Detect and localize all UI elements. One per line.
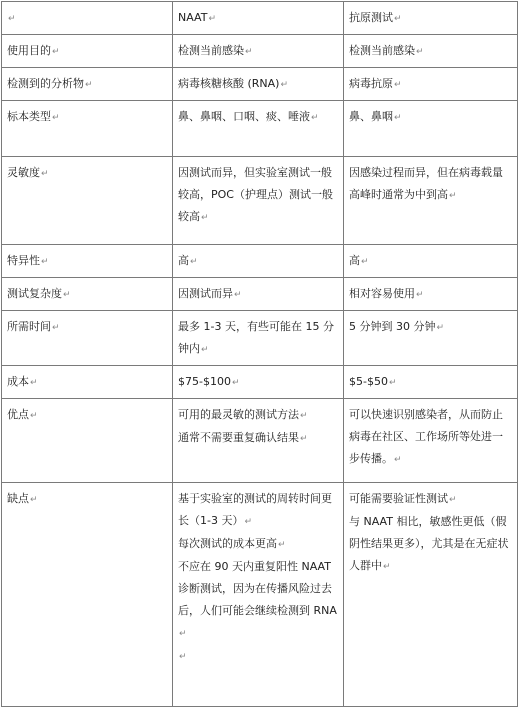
cell-text: 高 <box>178 254 189 267</box>
cell-text: 病毒核糖核酸 (RNA) <box>178 77 280 90</box>
paragraph-mark-icon: ↵ <box>245 47 253 57</box>
paragraph-mark-icon: ↵ <box>30 378 38 388</box>
cell-text: 通常不需要重复确认结果 <box>178 431 299 444</box>
cell-text: 鼻、鼻咽、口咽、痰、唾液 <box>178 110 310 123</box>
paragraph-mark-icon: ↵ <box>201 213 209 223</box>
row-label-cell <box>2 399 173 483</box>
row-label-cell <box>2 157 173 245</box>
naat-cell <box>173 245 344 278</box>
paragraph-mark-icon: ↵ <box>280 80 289 90</box>
cell-paragraph <box>178 404 339 427</box>
paragraph-mark-icon: ↵ <box>179 652 187 662</box>
paragraph-mark-icon: ↵ <box>244 517 253 527</box>
cell-text: 最多 1-3 天，有些可能在 15 分钟内 <box>178 320 334 355</box>
paragraph-mark-icon: ↵ <box>361 257 369 267</box>
table-row <box>2 483 518 707</box>
antigen-cell <box>344 366 518 399</box>
paragraph-mark-icon: ↵ <box>394 14 402 24</box>
cell-paragraph <box>349 511 513 578</box>
row-label: 成本 <box>7 375 29 388</box>
row-label-cell <box>2 68 173 101</box>
cell-text: 5 分钟到 30 分钟 <box>349 320 436 333</box>
cell-text: 高 <box>349 254 360 267</box>
cell-text: 检测当前感染 <box>349 44 415 57</box>
cell-text: 不应在 90 天内重复阳性 NAAT 诊断测试，因为在传播风险过去后，人们可能会继续检测到 RNA <box>178 560 337 617</box>
naat-cell <box>173 366 344 399</box>
row-label: 标本类型 <box>7 110 51 123</box>
antigen-cell <box>344 68 518 101</box>
cell-text: 相对容易使用 <box>349 287 415 300</box>
paragraph-mark-icon: ↵ <box>436 323 445 333</box>
row-label: 灵敏度 <box>7 166 40 179</box>
cell-paragraph <box>178 73 339 96</box>
paragraph-mark-icon: ↵ <box>85 80 93 90</box>
cell-paragraph <box>178 40 339 63</box>
paragraph-mark-icon: ↵ <box>416 47 424 57</box>
paragraph-mark-icon: ↵ <box>30 411 38 421</box>
comparison-table <box>1 1 518 707</box>
cell-paragraph <box>178 162 339 229</box>
cell-text: 鼻、鼻咽 <box>349 110 393 123</box>
cell-text: 检测当前感染 <box>178 44 244 57</box>
row-label-cell <box>2 483 173 707</box>
paragraph-mark-icon: ↵ <box>300 434 308 444</box>
cell-text: 可以快速识别感染者，从而防止病毒在社区、工作场所等处进一步传播。 <box>349 408 503 465</box>
header-cell-naat <box>173 2 344 35</box>
antigen-cell <box>344 35 518 68</box>
cell-paragraph <box>178 533 339 556</box>
antigen-cell <box>344 399 518 483</box>
cell-text: $5-$50 <box>349 375 388 388</box>
row-label-cell <box>2 245 173 278</box>
table-row <box>2 35 518 68</box>
cell-text: 因测试而异 <box>178 287 233 300</box>
row-label-cell <box>2 311 173 366</box>
antigen-cell <box>344 245 518 278</box>
paragraph-mark-icon: ↵ <box>394 113 402 123</box>
paragraph-mark-icon: ↵ <box>234 290 242 300</box>
row-label-cell <box>2 278 173 311</box>
cell-paragraph <box>178 106 339 129</box>
table-row <box>2 366 518 399</box>
cell-paragraph <box>349 106 513 129</box>
table-row <box>2 311 518 366</box>
cell-text: 与 NAAT 相比，敏感性更低（假阴性结果更多），尤其是在无症状人群中 <box>349 515 509 572</box>
cell-paragraph <box>349 73 513 96</box>
row-label-cell <box>2 35 173 68</box>
antigen-cell <box>344 278 518 311</box>
antigen-cell <box>344 101 518 157</box>
antigen-cell <box>344 157 518 245</box>
paragraph-mark-icon: ↵ <box>41 169 49 179</box>
row-label: 测试复杂度 <box>7 287 62 300</box>
naat-cell <box>173 311 344 366</box>
cell-paragraph <box>178 316 339 361</box>
paragraph-mark-icon: ↵ <box>300 411 308 421</box>
paragraph-mark-icon: ↵ <box>30 495 38 505</box>
table-row <box>2 157 518 245</box>
naat-cell <box>173 483 344 707</box>
paragraph-mark-icon: ↵ <box>208 14 216 24</box>
row-label-cell <box>2 101 173 157</box>
paragraph-mark-icon: ↵ <box>190 257 198 267</box>
row-label: 特异性 <box>7 254 40 267</box>
cell-paragraph <box>178 645 339 668</box>
cell-paragraph <box>178 427 339 450</box>
cell-text: 病毒抗原 <box>349 77 393 90</box>
cell-paragraph <box>349 404 513 471</box>
paragraph-mark-icon: ↵ <box>201 345 209 355</box>
paragraph-mark-icon: ↵ <box>449 495 457 505</box>
cell-paragraph <box>178 250 339 273</box>
paragraph-mark-icon: ↵ <box>41 257 49 267</box>
naat-cell <box>173 35 344 68</box>
naat-cell <box>173 278 344 311</box>
cell-paragraph <box>349 488 513 511</box>
cell-text: 因感染过程而异，但在病毒载量高峰时通常为中到高 <box>349 166 503 201</box>
antigen-cell <box>344 483 518 707</box>
naat-cell <box>173 101 344 157</box>
naat-cell <box>173 399 344 483</box>
paragraph-mark-icon: ↵ <box>311 113 319 123</box>
cell-paragraph <box>349 162 513 207</box>
row-label: 使用目的 <box>7 44 51 57</box>
paragraph-mark-icon: ↵ <box>52 47 60 57</box>
row-label: 检测到的分析物 <box>7 77 84 90</box>
naat-cell <box>173 68 344 101</box>
cell-text: 可能需要验证性测试 <box>349 492 448 505</box>
paragraph-mark-icon: ↵ <box>278 540 286 550</box>
row-label-cell <box>2 366 173 399</box>
paragraph-mark-icon: ↵ <box>416 290 424 300</box>
cell-paragraph <box>178 488 339 533</box>
paragraph-mark-icon: ↵ <box>63 290 71 300</box>
row-label: 所需时间 <box>7 320 51 333</box>
table-row <box>2 68 518 101</box>
paragraph-mark-icon: ↵ <box>394 80 402 90</box>
table-row <box>2 245 518 278</box>
cell-text: 可用的最灵敏的测试方法 <box>178 408 299 421</box>
cell-paragraph <box>349 316 513 339</box>
paragraph-mark-icon: ↵ <box>179 629 187 639</box>
row-label: 优点 <box>7 408 29 421</box>
cell-paragraph <box>178 371 339 394</box>
header-col2: NAAT <box>178 11 208 24</box>
table-row <box>2 101 518 157</box>
paragraph-mark-icon: ↵ <box>383 562 391 572</box>
table-row <box>2 399 518 483</box>
row-label: 缺点 <box>7 492 29 505</box>
cell-text: $75-$100 <box>178 375 231 388</box>
cell-paragraph <box>178 283 339 306</box>
cell-paragraph <box>349 250 513 273</box>
cell-text: 基于实验室的测试的周转时间更长（1-3 天） <box>178 492 332 527</box>
antigen-cell <box>344 311 518 366</box>
naat-cell <box>173 157 344 245</box>
paragraph-mark-icon: ↵ <box>52 323 60 333</box>
paragraph-mark-icon: ↵ <box>388 378 397 388</box>
table-header-row <box>2 2 518 35</box>
cell-paragraph <box>349 371 513 394</box>
header-cell-empty <box>2 2 173 35</box>
cell-text: 每次测试的成本更高 <box>178 537 277 550</box>
paragraph-mark-icon: ↵ <box>8 14 16 24</box>
header-cell-antigen <box>344 2 518 35</box>
paragraph-mark-icon: ↵ <box>52 113 60 123</box>
header-col3: 抗原测试 <box>349 11 393 24</box>
cell-paragraph <box>349 283 513 306</box>
cell-paragraph <box>349 40 513 63</box>
paragraph-mark-icon: ↵ <box>231 378 240 388</box>
cell-paragraph <box>178 556 339 645</box>
cell-text: 因测试而异，但实验室测试一般较高，POC（护理点）测试一般较高 <box>178 166 333 223</box>
paragraph-mark-icon: ↵ <box>394 455 402 465</box>
table-row <box>2 278 518 311</box>
paragraph-mark-icon: ↵ <box>449 191 457 201</box>
comparison-table-body <box>2 2 518 707</box>
